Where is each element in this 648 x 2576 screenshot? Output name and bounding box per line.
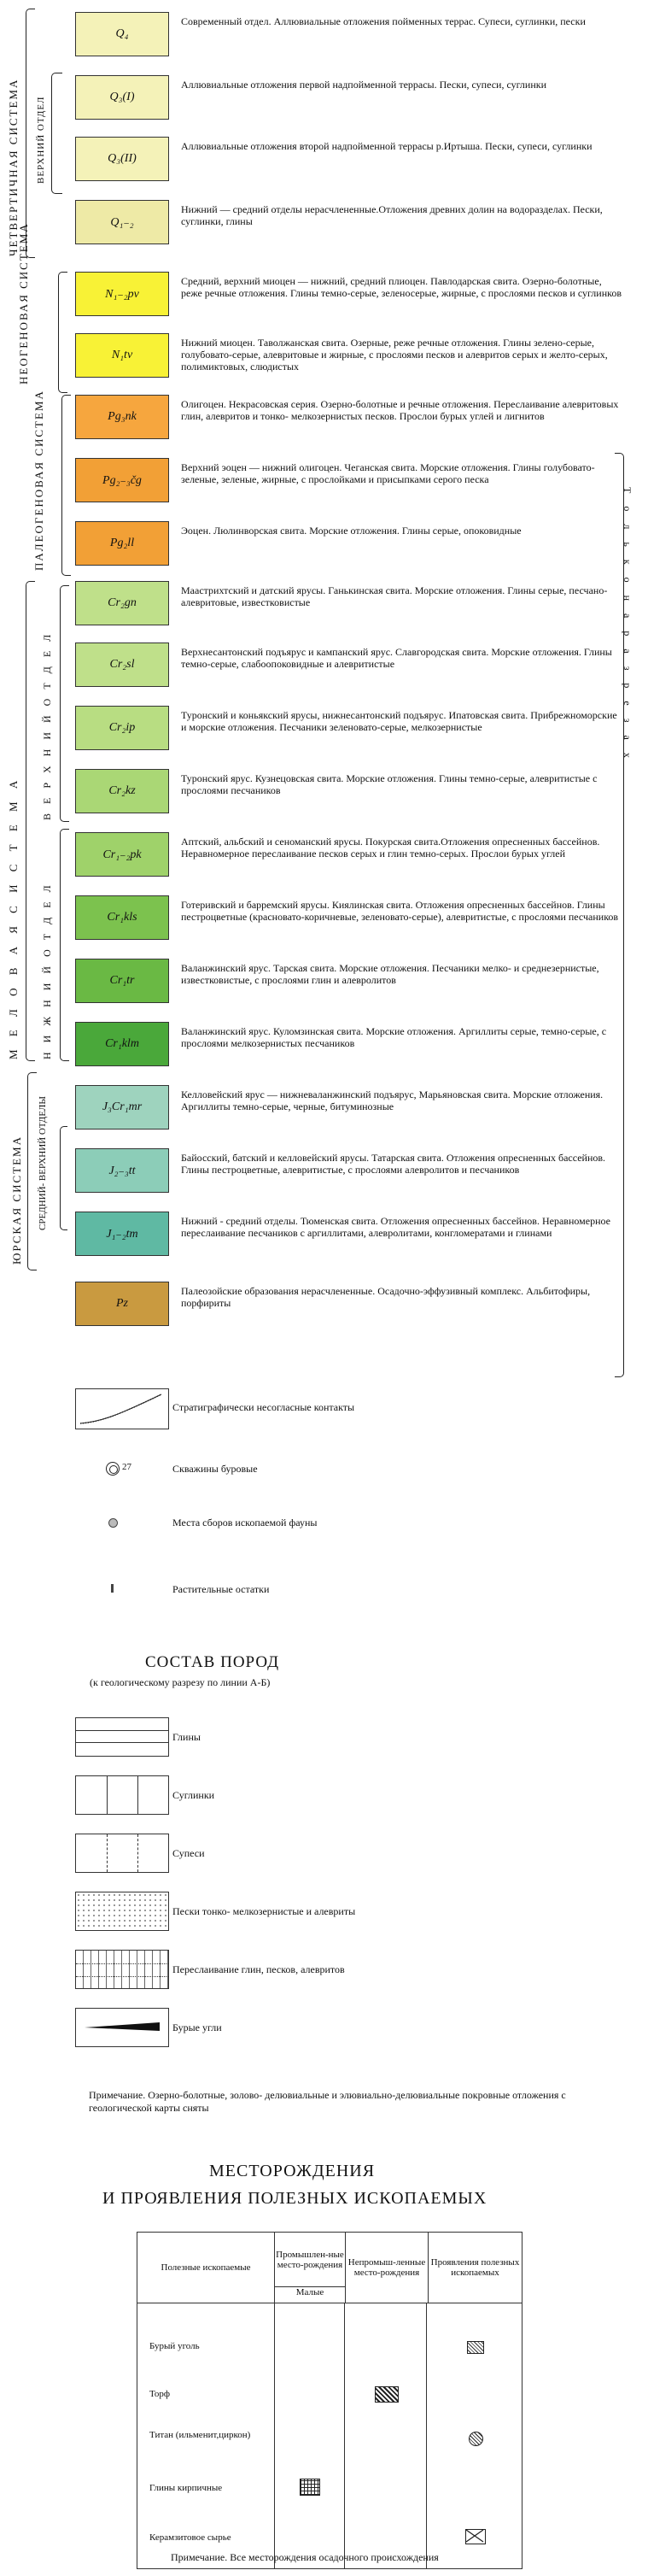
unit-description: Палеозойские образования нерасчлененные. Осадочно-эффузивный комплекс. Альбитофиры, порфириты bbox=[181, 1285, 591, 1309]
label-cret-lower: Н И Ж Н И Й О Т Д Е Л bbox=[41, 882, 53, 1059]
col-industrial bbox=[275, 2233, 346, 2303]
row-titanium: Титан (ильменит,циркон) bbox=[149, 2430, 251, 2440]
unit-color-box: Q₃(I) bbox=[75, 75, 169, 120]
brick-clay-industrial-icon bbox=[300, 2479, 320, 2496]
titanium-occurrence-icon bbox=[469, 2432, 483, 2446]
unit-color-box: Cr₂sl bbox=[75, 643, 169, 687]
system-label-quaternary: ЧЕТВЕРТИЧНАЯ СИСТЕМА bbox=[7, 78, 20, 256]
unit-color-box: Cr₁klm bbox=[75, 1022, 169, 1066]
unit-description: Нижний - средний отделы. Тюменская свита. Отложения опресненных бассейнов. Неравномерное переслаивание песчаников с аргиллитами, алевролитами, конгломератами и глинами bbox=[181, 1215, 610, 1239]
rocks-title: СОСТАВ ПОРОД bbox=[145, 1653, 280, 1671]
unit-description: Аллювиальные отложения первой надпойменной террасы. Пески, супеси, суглинки bbox=[181, 79, 547, 91]
pattern-clays bbox=[75, 1717, 169, 1757]
symbol-unconformity bbox=[75, 1388, 169, 1429]
system-label-cretaceous: М Е Л О В А Я С И С Т Е М А bbox=[7, 775, 20, 1059]
unit-description: Валанжинский ярус. Куломзинская свита. Морские отложения. Аргиллиты серые, темно-серые, с прослоями мелкозернистых песчаников bbox=[181, 1025, 607, 1049]
row-keramzite: Керамзитовое сырье bbox=[149, 2532, 231, 2543]
unit-color-box: Pg₃nk bbox=[75, 395, 169, 439]
deposits-note: Примечание. Все месторождения осадочного происхождения bbox=[171, 2551, 439, 2563]
unit-color-box: Cr₁tr bbox=[75, 959, 169, 1003]
pattern-brown-coal bbox=[75, 2008, 169, 2047]
unit-description: Олигоцен. Некрасовская серия. Озерно-болотные и речные отложения. Переслаивание алевритовых глин, алевритов и тонко- мелкозернистых песков. Прослои бурых углей и лигнитов bbox=[181, 398, 619, 422]
coal-lens-icon bbox=[76, 2009, 167, 2045]
deposits-table bbox=[137, 2232, 522, 2569]
unit-color-box: Q₄ bbox=[75, 12, 169, 56]
unit-description: Средний, верхний миоцен — нижний, средний плиоцен. Павлодарская свита. Озерно-болотные, реже речные отложения. Глины темно-серые, зеленосерые, жирные, с прослоями песков и суглинков bbox=[181, 275, 622, 299]
unit-color-box: N₁tv bbox=[75, 333, 169, 378]
deposits-title-2: И ПРОЯВЛЕНИЯ ПОЛЕЗНЫХ ИСКОПАЕМЫХ bbox=[102, 2189, 487, 2208]
unit-color-box: Cr₂gn bbox=[75, 581, 169, 625]
deposits-title-1: МЕСТОРОЖДЕНИЯ bbox=[209, 2162, 376, 2180]
rocks-note: Примечание. Озерно-болотные, золово- делювиальные и элювиально-делювиальные покровные отложения с геологической карты сняты bbox=[89, 2089, 566, 2114]
unit-color-box: Pg₂ll bbox=[75, 521, 169, 566]
label-sands: Пески тонко- мелкозернистые и алевриты bbox=[172, 1905, 356, 1917]
peat-nonindustrial-icon bbox=[375, 2386, 399, 2403]
keramzite-occurrence-icon bbox=[465, 2529, 486, 2544]
bracket-cretaceous bbox=[26, 581, 35, 1061]
label-wells: Скважины буровые bbox=[172, 1463, 258, 1475]
label-interbedding: Переслаивание глин, песков, алевритов bbox=[172, 1963, 345, 1975]
unit-color-box: Cr₁kls bbox=[75, 895, 169, 940]
unconformity-line-icon bbox=[76, 1389, 167, 1428]
unit-color-box: Cr₂ip bbox=[75, 706, 169, 750]
bracket-neogene bbox=[58, 272, 67, 393]
unit-description: Верхний эоцен — нижний олигоцен. Чеганская свита. Морские отложения. Глины голубовато-зеленые, зеленые, жирные, с прослойками и присыпками серого песка bbox=[181, 461, 595, 485]
label-sandy-loams: Супеси bbox=[172, 1847, 205, 1859]
unit-color-box: Cr₂kz bbox=[75, 769, 169, 813]
bracket-paleogene bbox=[61, 395, 71, 576]
col-industrial-label: Промышлен-ные место-рождения bbox=[275, 2233, 345, 2287]
unit-color-box: Q₃(II) bbox=[75, 137, 169, 181]
well-number: 27 bbox=[122, 1462, 131, 1472]
label-fauna: Места сборов ископаемой фауны bbox=[172, 1517, 318, 1529]
unit-description: Валанжинский ярус. Тарская свита. Морские отложения. Песчаники мелко- и среднезернистые, известковистые, с прослоями глин и алевролитов bbox=[181, 962, 599, 986]
unit-description: Маастрихтский и датский ярусы. Ганькинская свита. Морские отложения. Глины серые, песчано-алевритовые, известковистые bbox=[181, 584, 608, 608]
unit-description: Нижний миоцен. Таволжанская свита. Озерные, реже речные отложения. Глины зелено-серые, голубовато-серые, алевритовые и жирные, с прослоями песков и алевритов серых и желто-серых, полимиктовых, слюдистых bbox=[181, 337, 608, 373]
unit-description: Туронский и коньякский ярусы, нижнесантонский подъярус. Ипатовская свита. Прибрежноморские и морские отложения. Песчаники зеленовато-серые, мелкозернистые bbox=[181, 709, 617, 733]
label-loams: Суглинки bbox=[172, 1789, 215, 1801]
pattern-interbedding bbox=[75, 1950, 169, 1989]
bracket-jur-middle-upper bbox=[60, 1126, 67, 1230]
unit-color-box: Pz bbox=[75, 1282, 169, 1326]
unit-description: Эоцен. Люлинворская свита. Морские отложения. Глины серые, опоковидные bbox=[181, 525, 522, 537]
pattern-sandy-loams bbox=[75, 1834, 169, 1873]
unit-description: Аллювиальные отложения второй надпойменной террасы р.Иртыша. Пески, супеси, суглинки bbox=[181, 140, 593, 152]
system-label-jurassic: ЮРСКАЯ СИСТЕМА bbox=[10, 1135, 23, 1265]
label-section-only: Т о л ь к о н а р а з р е з а х bbox=[622, 487, 633, 763]
system-label-neogene: НЕОГЕНОВАЯ СИСТЕМА bbox=[17, 222, 30, 384]
unit-color-box: J₁₋₂tm bbox=[75, 1212, 169, 1256]
col-occurrences: Проявления полезных ископаемых bbox=[430, 2257, 520, 2278]
bracket-quaternary bbox=[26, 9, 35, 258]
unit-color-box: Cr₁₋₂pk bbox=[75, 832, 169, 877]
col-minerals: Полезные ископаемые bbox=[137, 2233, 275, 2303]
brown-coal-occurrence-icon bbox=[467, 2341, 484, 2354]
bracket-cret-upper bbox=[60, 585, 69, 822]
plant-icon bbox=[111, 1584, 114, 1593]
label-brown-coal: Бурые угли bbox=[172, 2021, 222, 2033]
unit-color-box: J₃Cr₁mr bbox=[75, 1085, 169, 1130]
bracket-quaternary-upper bbox=[51, 73, 62, 194]
row-peat: Торф bbox=[149, 2389, 171, 2399]
label-unconformity: Стратиграфически несогласные контакты bbox=[172, 1401, 355, 1413]
pattern-sands bbox=[75, 1892, 169, 1931]
label-clays: Глины bbox=[172, 1731, 201, 1743]
unit-description: Аптский, альбский и сеноманский ярусы. Покурская свита.Отложения опресненных бассейнов. Неравномерное переслаивание песков серых и глин темно-серых. Прослои бурых углей bbox=[181, 836, 600, 860]
unit-color-box: J₂₋₃tt bbox=[75, 1148, 169, 1193]
label-plants: Растительные остатки bbox=[172, 1583, 270, 1595]
unit-description: Современный отдел. Аллювиальные отложения пойменных террас. Супеси, суглинки, пески bbox=[181, 15, 586, 27]
rocks-subtitle: (к геологическому разрезу по линии А-Б) bbox=[90, 1676, 271, 1688]
label-jur-middle-upper: СРЕДНИЙ- ВЕРХНИЙ ОТДЕЛЫ bbox=[38, 1096, 48, 1230]
unit-color-box: Pg₂₋₃čg bbox=[75, 458, 169, 502]
unit-description: Нижний — средний отделы нерасчлененные.Отложения древних долин на водоразделах. Пески, суглинки, глины bbox=[181, 203, 603, 227]
row-brick-clays: Глины кирпичные bbox=[149, 2483, 223, 2493]
unit-description: Туронский ярус. Кузнецовская свита. Морские отложения. Глины темно-серые, алевритистые с прослоями песчаников bbox=[181, 772, 598, 796]
pattern-loams bbox=[75, 1775, 169, 1815]
label-quaternary-upper: ВЕРХНИЙ ОТДЕЛ bbox=[36, 96, 46, 184]
label-cret-upper: В Е Р Х Н И Й О Т Д Е Л bbox=[41, 631, 53, 820]
col-industrial-small: Малые bbox=[295, 2287, 324, 2297]
col-nonindustrial: Непромыш-ленные место-рождения bbox=[346, 2233, 429, 2303]
unit-description: Готеривский и барремский ярусы. Киялинская свита. Отложения опресненных бассейнов. Глины пестроцветные (красновато-коричневые, зеленовато-серые), алевритистые, с прослоями песчаников bbox=[181, 899, 619, 923]
unit-description: Келловейский ярус — нижневаланжинский подъярус, Марьяновская свита. Морские отложения. Аргиллиты темно-серые, черные, битуминозные bbox=[181, 1088, 604, 1112]
system-label-paleogene: ПАЛЕОГЕНОВАЯ СИСТЕМА bbox=[32, 390, 45, 571]
unit-description: Байосский, батский и келловейский ярусы. Татарская свита. Отложения опресненных бассейнов. Глины пестроцветные, алевритистые, с прослоями алевролитов и песчаников bbox=[181, 1152, 606, 1176]
fauna-icon bbox=[108, 1518, 118, 1528]
unit-description: Верхнесантонский подъярус и кампанский ярус. Славгородская свита. Морские отложения. Глины темно-серые, слабоопоковидные и алевритистые bbox=[181, 646, 612, 670]
bracket-cret-lower bbox=[60, 829, 69, 1061]
unit-color-box: N₁₋₂pv bbox=[75, 272, 169, 316]
bracket-jurassic bbox=[27, 1072, 37, 1270]
row-brown-coal: Бурый уголь bbox=[149, 2341, 200, 2351]
unit-color-box: Q₁₋₂ bbox=[75, 200, 169, 244]
well-icon bbox=[106, 1462, 120, 1476]
